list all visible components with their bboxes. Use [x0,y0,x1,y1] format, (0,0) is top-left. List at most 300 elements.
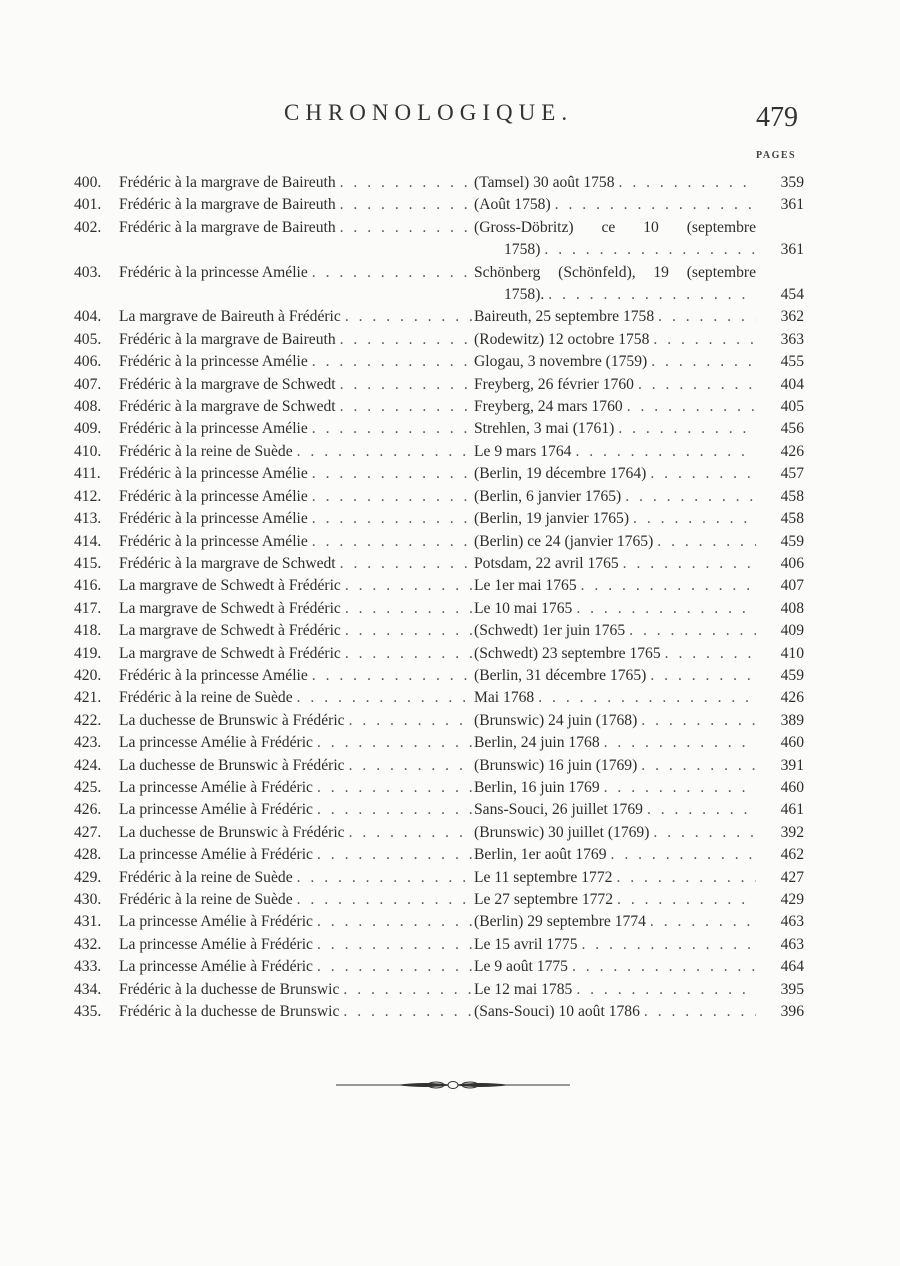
entry-source-cell [474,934,756,956]
entry-source-cell [474,217,756,262]
entry-source-cell [474,867,756,889]
dot-leader [646,911,756,933]
entry-number: 404. [74,308,102,326]
dot-leader [313,844,474,866]
entry-source-cell [474,575,756,597]
toc-entry [74,418,804,440]
entry-source-cell [474,665,756,687]
entry-page: 464 [780,958,804,976]
entry-number: 419. [74,644,102,662]
entry-source: Le 12 mai 1785 [474,980,573,998]
entry-title-cell [119,441,474,463]
entry-number: 413. [74,510,102,528]
dot-leader [654,306,756,328]
entry-source-cell [474,463,756,485]
entry-source-cell [474,844,756,866]
entry-title-cell [119,486,474,508]
entry-page: 361 [780,241,804,259]
entry-number: 425. [74,778,102,796]
entry-title: Frédéric à la duchesse de Brunswic [119,1003,340,1021]
entry-source-cell [474,418,756,440]
entry-source-cell [474,598,756,620]
dot-leader [540,239,756,261]
entry-source-cell [474,889,756,911]
dot-leader [313,934,474,956]
toc-entry [74,755,804,777]
entry-source: (Berlin, 31 décembre 1765) [474,666,647,684]
entry-page: 407 [780,577,804,595]
entry-title: La princesse Amélie à Frédéric [119,734,313,752]
entry-number: 421. [74,689,102,707]
dot-leader [308,463,474,485]
entry-source: (Août 1758) [474,196,551,214]
entry-number: 429. [74,868,102,886]
dot-leader [313,956,474,978]
dot-leader [345,710,474,732]
entry-title: Frédéric à la reine de Suède [119,868,293,886]
entry-title: La princesse Amélie à Frédéric [119,935,313,953]
entry-number: 414. [74,532,102,550]
dot-leader [313,911,474,933]
entry-source: (Berlin) 29 septembre 1774 [474,913,646,931]
toc-entry [74,956,804,978]
entry-page: 409 [780,622,804,640]
entry-source: (Berlin) ce 24 (janvier 1765) [474,532,654,550]
entry-title-cell [119,262,474,284]
entry-number: 405. [74,330,102,348]
toc-entry [74,822,804,844]
toc-entry [74,889,804,911]
entry-title-cell [119,598,474,620]
entry-title-cell [119,956,474,978]
entry-source-cell [474,531,756,553]
entry-page: 461 [780,801,804,819]
entry-title-cell [119,687,474,709]
dot-leader [637,710,756,732]
entry-source: (Schwedt) 1er juin 1765 [474,622,626,640]
dot-leader [572,979,756,1001]
entry-title: La princesse Amélie à Frédéric [119,913,313,931]
entry-title-cell [119,217,474,239]
entry-source: (Brunswic) 16 juin (1769) [474,756,638,774]
dot-leader [293,687,474,709]
entry-title: Frédéric à la duchesse de Brunswic [119,980,340,998]
dot-leader [625,620,756,642]
entry-title: Frédéric à la margrave de Schwedt [119,398,336,416]
toc-entry [74,351,804,373]
entry-source-cell [474,306,756,328]
entry-source-cell [474,508,756,530]
dot-leader [653,531,756,553]
entry-source-cell [474,911,756,933]
entry-title: La princesse Amélie à Frédéric [119,846,313,864]
entry-source-continued: 1758). [504,286,545,304]
dot-leader [534,687,756,709]
entry-title: La margrave de Schwedt à Frédéric [119,622,341,640]
entry-source-cell [474,1001,756,1023]
toc-entry [74,934,804,956]
dot-leader [308,531,474,553]
entry-page: 455 [780,353,804,371]
dot-leader [600,777,756,799]
entry-number: 411. [74,465,101,483]
entry-source: Berlin, 16 juin 1769 [474,778,600,796]
toc-entry [74,441,804,463]
toc-entry [74,643,804,665]
entry-title: La princesse Amélie à Frédéric [119,801,313,819]
toc-entry [74,262,804,307]
entry-source-cell [474,956,756,978]
entry-source-cell [474,687,756,709]
entry-title-cell [119,531,474,553]
chronological-table [74,172,804,1023]
entry-title-cell [119,979,474,1001]
entry-number: 433. [74,958,102,976]
dot-leader [339,979,474,1001]
entry-source: (Brunswic) 30 juillet (1769) [474,823,650,841]
entry-source: Le 15 avril 1775 [474,935,578,953]
entry-number: 432. [74,935,102,953]
toc-entry [74,620,804,642]
toc-entry [74,463,804,485]
entry-page: 408 [780,599,804,617]
entry-number: 417. [74,599,102,617]
entry-title: Frédéric à la princesse Amélie [119,353,308,371]
entry-title-cell [119,194,474,216]
entry-source: Mai 1768 [474,689,535,707]
entry-title-cell [119,418,474,440]
dot-leader [293,441,474,463]
entry-number: 427. [74,823,102,841]
entry-source-cell [474,441,756,463]
entry-page: 396 [780,1003,804,1021]
entry-source-cell [474,620,756,642]
entry-title-cell [119,867,474,889]
entry-source-cell [474,351,756,373]
entry-number: 410. [74,442,102,460]
entry-title: Frédéric à la margrave de Baireuth [119,218,336,236]
toc-entry [74,732,804,754]
toc-entry [74,396,804,418]
entry-source-cell [474,799,756,821]
entry-title-cell [119,1001,474,1023]
dot-leader [600,732,756,754]
entry-source-cell [474,396,756,418]
entry-title: Frédéric à la margrave de Schwedt [119,375,336,393]
dot-leader [647,351,756,373]
dot-leader [293,867,474,889]
dot-leader [629,508,756,530]
dot-leader [341,620,474,642]
toc-entry [74,531,804,553]
toc-entry [74,575,804,597]
toc-entry [74,844,804,866]
entry-source-cell [474,732,756,754]
dot-leader [612,867,756,889]
entry-page: 458 [780,510,804,528]
entry-source: Le 27 septembre 1772 [474,891,614,908]
entry-source: Baireuth, 25 septembre 1758 [474,308,655,326]
entry-title-cell [119,755,474,777]
dot-leader [646,665,756,687]
toc-entry [74,374,804,396]
entry-source: Le 11 septembre 1772 [474,868,613,886]
entry-page: 459 [780,666,804,684]
entry-title-cell [119,575,474,597]
toc-entry [74,799,804,821]
entry-title-cell [119,911,474,933]
entry-source: Potsdam, 22 avril 1765 [474,554,619,572]
entry-title: La princesse Amélie à Frédéric [119,778,313,796]
entry-title: La princesse Amélie à Frédéric [119,958,313,976]
entry-source: (Gross-Döbritz) ce 10 (septembre [474,218,756,236]
dot-leader [308,508,474,530]
dot-leader [640,1001,756,1023]
entry-title-cell [119,374,474,396]
entry-title-cell [119,799,474,821]
entry-title: Frédéric à la princesse Amélie [119,510,308,528]
entry-title: Frédéric à la princesse Amélie [119,263,308,281]
dot-leader [613,889,756,911]
dot-leader [637,755,756,777]
dot-leader [308,665,474,687]
entry-source: (Tamsel) 30 août 1758 [474,174,615,191]
dot-leader [649,329,756,351]
entry-page: 426 [780,689,804,707]
entry-source-cell [474,643,756,665]
dot-leader [336,194,474,216]
dot-leader [336,396,474,418]
entry-title-cell [119,732,474,754]
dot-leader [614,418,756,440]
dot-leader [661,643,756,665]
entry-number: 412. [74,487,102,505]
entry-source-cell [474,822,756,844]
dot-leader [308,418,474,440]
entry-source: (Rodewitz) 12 octobre 1758 [474,330,650,348]
ornament-divider [336,1080,570,1090]
entry-title: Frédéric à la princesse Amélie [119,532,308,550]
entry-source: Glogau, 3 novembre (1759) [474,353,648,371]
dot-leader [578,934,757,956]
entry-page: 392 [780,823,804,841]
toc-entry [74,508,804,530]
entry-number: 424. [74,756,102,774]
dot-leader [341,643,474,665]
toc-entry [74,911,804,933]
entry-source: Le 10 mai 1765 [474,599,573,617]
entry-source-cell [474,262,756,307]
entry-title: Frédéric à la princesse Amélie [119,666,308,684]
entry-source: (Berlin, 19 janvier 1765) [474,510,630,528]
entry-source-cell [474,374,756,396]
entry-number: 403. [74,263,102,281]
toc-entry [74,598,804,620]
entry-source-cell [474,172,756,194]
entry-source-continued: 1758) [504,241,541,259]
toc-entry [74,687,804,709]
entry-title: Frédéric à la princesse Amélie [119,465,308,483]
dot-leader [341,575,474,597]
entry-number: 402. [74,218,102,236]
entry-number: 434. [74,980,102,998]
entry-page: 462 [780,846,804,864]
dot-leader [308,262,474,284]
entry-source: Le 9 août 1775 [474,958,568,976]
entry-title: Frédéric à la margrave de Schwedt [119,554,336,572]
entry-page: 391 [780,756,804,774]
entry-title-cell [119,553,474,575]
entry-page: 389 [780,711,804,729]
entry-title-cell [119,329,474,351]
entry-source-cell [474,777,756,799]
entry-page: 463 [780,935,804,953]
page-header [0,100,900,140]
entry-title: Frédéric à la reine de Suède [119,689,293,707]
entry-number: 409. [74,420,102,438]
entry-page: 463 [780,913,804,931]
toc-entry [74,217,804,262]
entry-title-cell [119,463,474,485]
entry-source-cell [474,553,756,575]
dot-leader [621,486,756,508]
entry-title-cell [119,889,474,911]
toc-entry [74,194,804,216]
entry-page: 410 [780,644,804,662]
entry-source-cell [474,979,756,1001]
entry-source: (Berlin, 19 décembre 1764) [474,465,647,483]
entry-title: Frédéric à la margrave de Baireuth [119,174,336,191]
entry-title-cell [119,508,474,530]
toc-entry [74,172,804,194]
entry-page: 458 [780,487,804,505]
toc-entry [74,1001,804,1023]
dot-leader [619,553,756,575]
entry-page: 456 [780,420,804,438]
entry-title-cell [119,172,474,194]
dot-leader [313,732,474,754]
entry-number: 431. [74,913,102,931]
dot-leader [544,284,756,306]
pages-column-label: PAGES [756,150,797,161]
entry-page: 395 [780,980,804,998]
entry-title: La margrave de Schwedt à Frédéric [119,577,341,595]
entry-page: 361 [780,196,804,214]
page-number: 479 [756,102,798,133]
entry-page: 454 [780,286,804,304]
dot-leader [577,575,756,597]
toc-entry [74,777,804,799]
toc-entry [74,486,804,508]
entry-page: 406 [780,554,804,572]
entry-title: Frédéric à la margrave de Baireuth [119,196,336,214]
entry-page: 427 [780,868,804,886]
entry-title-cell [119,710,474,732]
toc-entry [74,710,804,732]
entry-page: 359 [780,174,804,191]
entry-title-cell [119,306,474,328]
entry-title: Frédéric à la margrave de Baireuth [119,330,336,348]
entry-source: (Schwedt) 23 septembre 1765 [474,644,661,662]
entry-title: La margrave de Schwedt à Frédéric [119,599,341,617]
dot-leader [341,598,474,620]
entry-page: 460 [780,734,804,752]
entry-number: 400. [74,174,102,191]
dot-leader [336,374,474,396]
dot-leader [293,889,474,911]
entry-source: Schönberg (Schönfeld), 19 (septembre [474,263,756,281]
entry-title-cell [119,844,474,866]
entry-source: Freyberg, 26 février 1760 [474,375,634,393]
toc-entry [74,306,804,328]
entry-number: 420. [74,666,102,684]
entry-title: La margrave de Baireuth à Frédéric [119,308,341,326]
entry-page: 426 [780,442,804,460]
entry-number: 408. [74,398,102,416]
dot-leader [308,486,474,508]
entry-source-cell [474,710,756,732]
entry-title-cell [119,822,474,844]
entry-title-cell [119,620,474,642]
dot-leader [308,351,474,373]
entry-page: 429 [780,891,804,908]
dot-leader [336,217,474,239]
dot-leader [336,553,474,575]
toc-entry [74,329,804,351]
dot-leader [336,329,474,351]
dot-leader [607,844,756,866]
entry-source: (Sans-Souci) 10 août 1786 [474,1003,640,1021]
running-title: CHRONOLOGIQUE. [284,100,574,125]
dot-leader [634,374,756,396]
entry-title-cell [119,665,474,687]
dot-leader [649,822,756,844]
entry-title: La duchesse de Brunswic à Frédéric [119,756,345,774]
entry-number: 406. [74,353,102,371]
entry-page: 363 [780,330,804,348]
entry-number: 428. [74,846,102,864]
dot-leader [615,172,756,194]
entry-page: 457 [780,465,804,483]
entry-source: (Berlin, 6 janvier 1765) [474,487,622,505]
entry-source: Berlin, 1er août 1769 [474,846,607,864]
dot-leader [572,598,756,620]
entry-title: La margrave de Schwedt à Frédéric [119,644,341,662]
entry-page: 460 [780,778,804,796]
entry-number: 426. [74,801,102,819]
entry-number: 407. [74,375,102,393]
dot-leader [345,755,474,777]
dot-leader [313,777,474,799]
entry-page: 362 [780,308,804,326]
dot-leader [568,956,756,978]
entry-title: Frédéric à la princesse Amélie [119,487,308,505]
entry-source-cell [474,329,756,351]
entry-source-cell [474,194,756,216]
toc-entry [74,665,804,687]
entry-title-cell [119,351,474,373]
toc-entry [74,553,804,575]
dot-leader [623,396,756,418]
entry-source: Freyberg, 24 mars 1760 [474,398,623,416]
entry-source: Le 9 mars 1764 [474,442,572,460]
entry-number: 415. [74,554,102,572]
entry-number: 423. [74,734,102,752]
entry-source-cell [474,755,756,777]
entry-source-cell [474,486,756,508]
toc-entry [74,867,804,889]
entry-source: Le 1er mai 1765 [474,577,577,595]
